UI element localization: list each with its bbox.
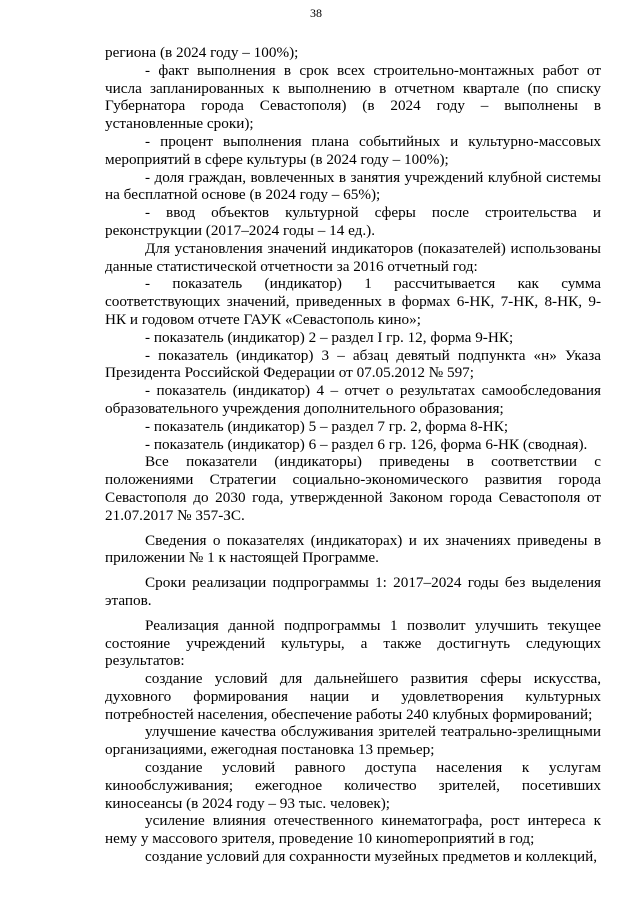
paragraph: - факт выполнения в срок всех строительно-монтажных работ от числа запланированных к выполнению в отчетном квартале (по списку Губернатора города Севастополя) (в 2024 году – выполнены в установленные сроки);: [105, 61, 601, 133]
paragraph: Сведения о показателях (индикаторах) и их значениях приведены в приложении № 1 к настоящей Программе.: [105, 531, 601, 567]
paragraph: создание условий равного доступа населения к услугам кинообслуживания; ежегодное количество зрителей, посетивших киносеансы (в 2024 году – 93 тыс. человек);: [105, 759, 601, 812]
paragraph: региона (в 2024 году – 100%);: [105, 44, 299, 61]
paragraph: - показатель (индикатор) 2 – раздел I гр. 12, форма 9-НК;: [145, 328, 514, 346]
page-number: 38: [310, 6, 322, 20]
paragraph: - показатель (индикатор) 5 – раздел 7 гр. 2, форма 8-НК;: [145, 417, 509, 435]
paragraph: усиление влияния отечественного кинематографа, рост интереса к нему у массового зрителя, проведение 10 кинomероприятий в год;: [105, 812, 601, 848]
body-text: [105, 44, 601, 866]
paragraph: создание условий для дальнейшего развития сферы искусства, духовного формирования нации и удовлетворения культурных потребностей населения, обеспечение работы 240 клубных формирований;: [105, 670, 601, 723]
paragraph: улучшение качества обслуживания зрителей театрально-зрелищными организациями, ежегодная постановка 13 премьер;: [105, 723, 601, 759]
paragraph: Сроки реализации подпрограммы 1: 2017–2024 годы без выделения этапов.: [105, 574, 601, 609]
paragraph: Реализация данной подпрограммы 1 позволит улучшить текущее состояние учреждений культуры, а также достигнуть следующих результатов:: [105, 616, 601, 670]
paragraph: - показатель (индикатор) 6 – раздел 6 гр. 126, форма 6-НК (сводная).: [145, 435, 588, 453]
paragraph: Для установления значений индикаторов (показателей) использованы данные статистической отчетности за 2016 отчетный год:: [105, 239, 601, 275]
paragraph: - доля граждан, вовлеченных в занятия учреждений клубной системы на бесплатной основе (в 2024 году – 65%);: [105, 168, 601, 204]
paragraph: - ввод объектов культурной сферы после строительства и реконструкции (2017–2024 годы – 14 ед.).: [105, 204, 601, 239]
paragraph: Все показатели (индикаторы) приведены в соответствии с положениями Стратегии социально-экономического развития города Севастополя до 2030 года, утвержденной Законом города Севастополя от 21.07.2017 № 357-ЗС.: [105, 453, 601, 524]
paragraph: - показатель (индикатор) 4 – отчет о результатах самообследования образовательного учреждения дополнительного образования;: [105, 382, 601, 417]
paragraph: - процент выполнения плана событийных и культурно-массовых мероприятий в сфере культуры (в 2024 году – 100%);: [105, 132, 601, 168]
paragraph: - показатель (индикатор) 1 рассчитывается как сумма соответствующих значений, приведенных в формах 6-НК, 7-НК, 8-НК, 9-НК и годовом отчете ГАУК «Севастополь кино»;: [105, 275, 601, 328]
paragraph: создание условий для сохранности музейных предметов и коллекций,: [145, 848, 598, 866]
paragraph: - показатель (индикатор) 3 – абзац девятый подпункта «н» Указа Президента Российской Федерации от 07.05.2012 № 597;: [105, 346, 601, 382]
